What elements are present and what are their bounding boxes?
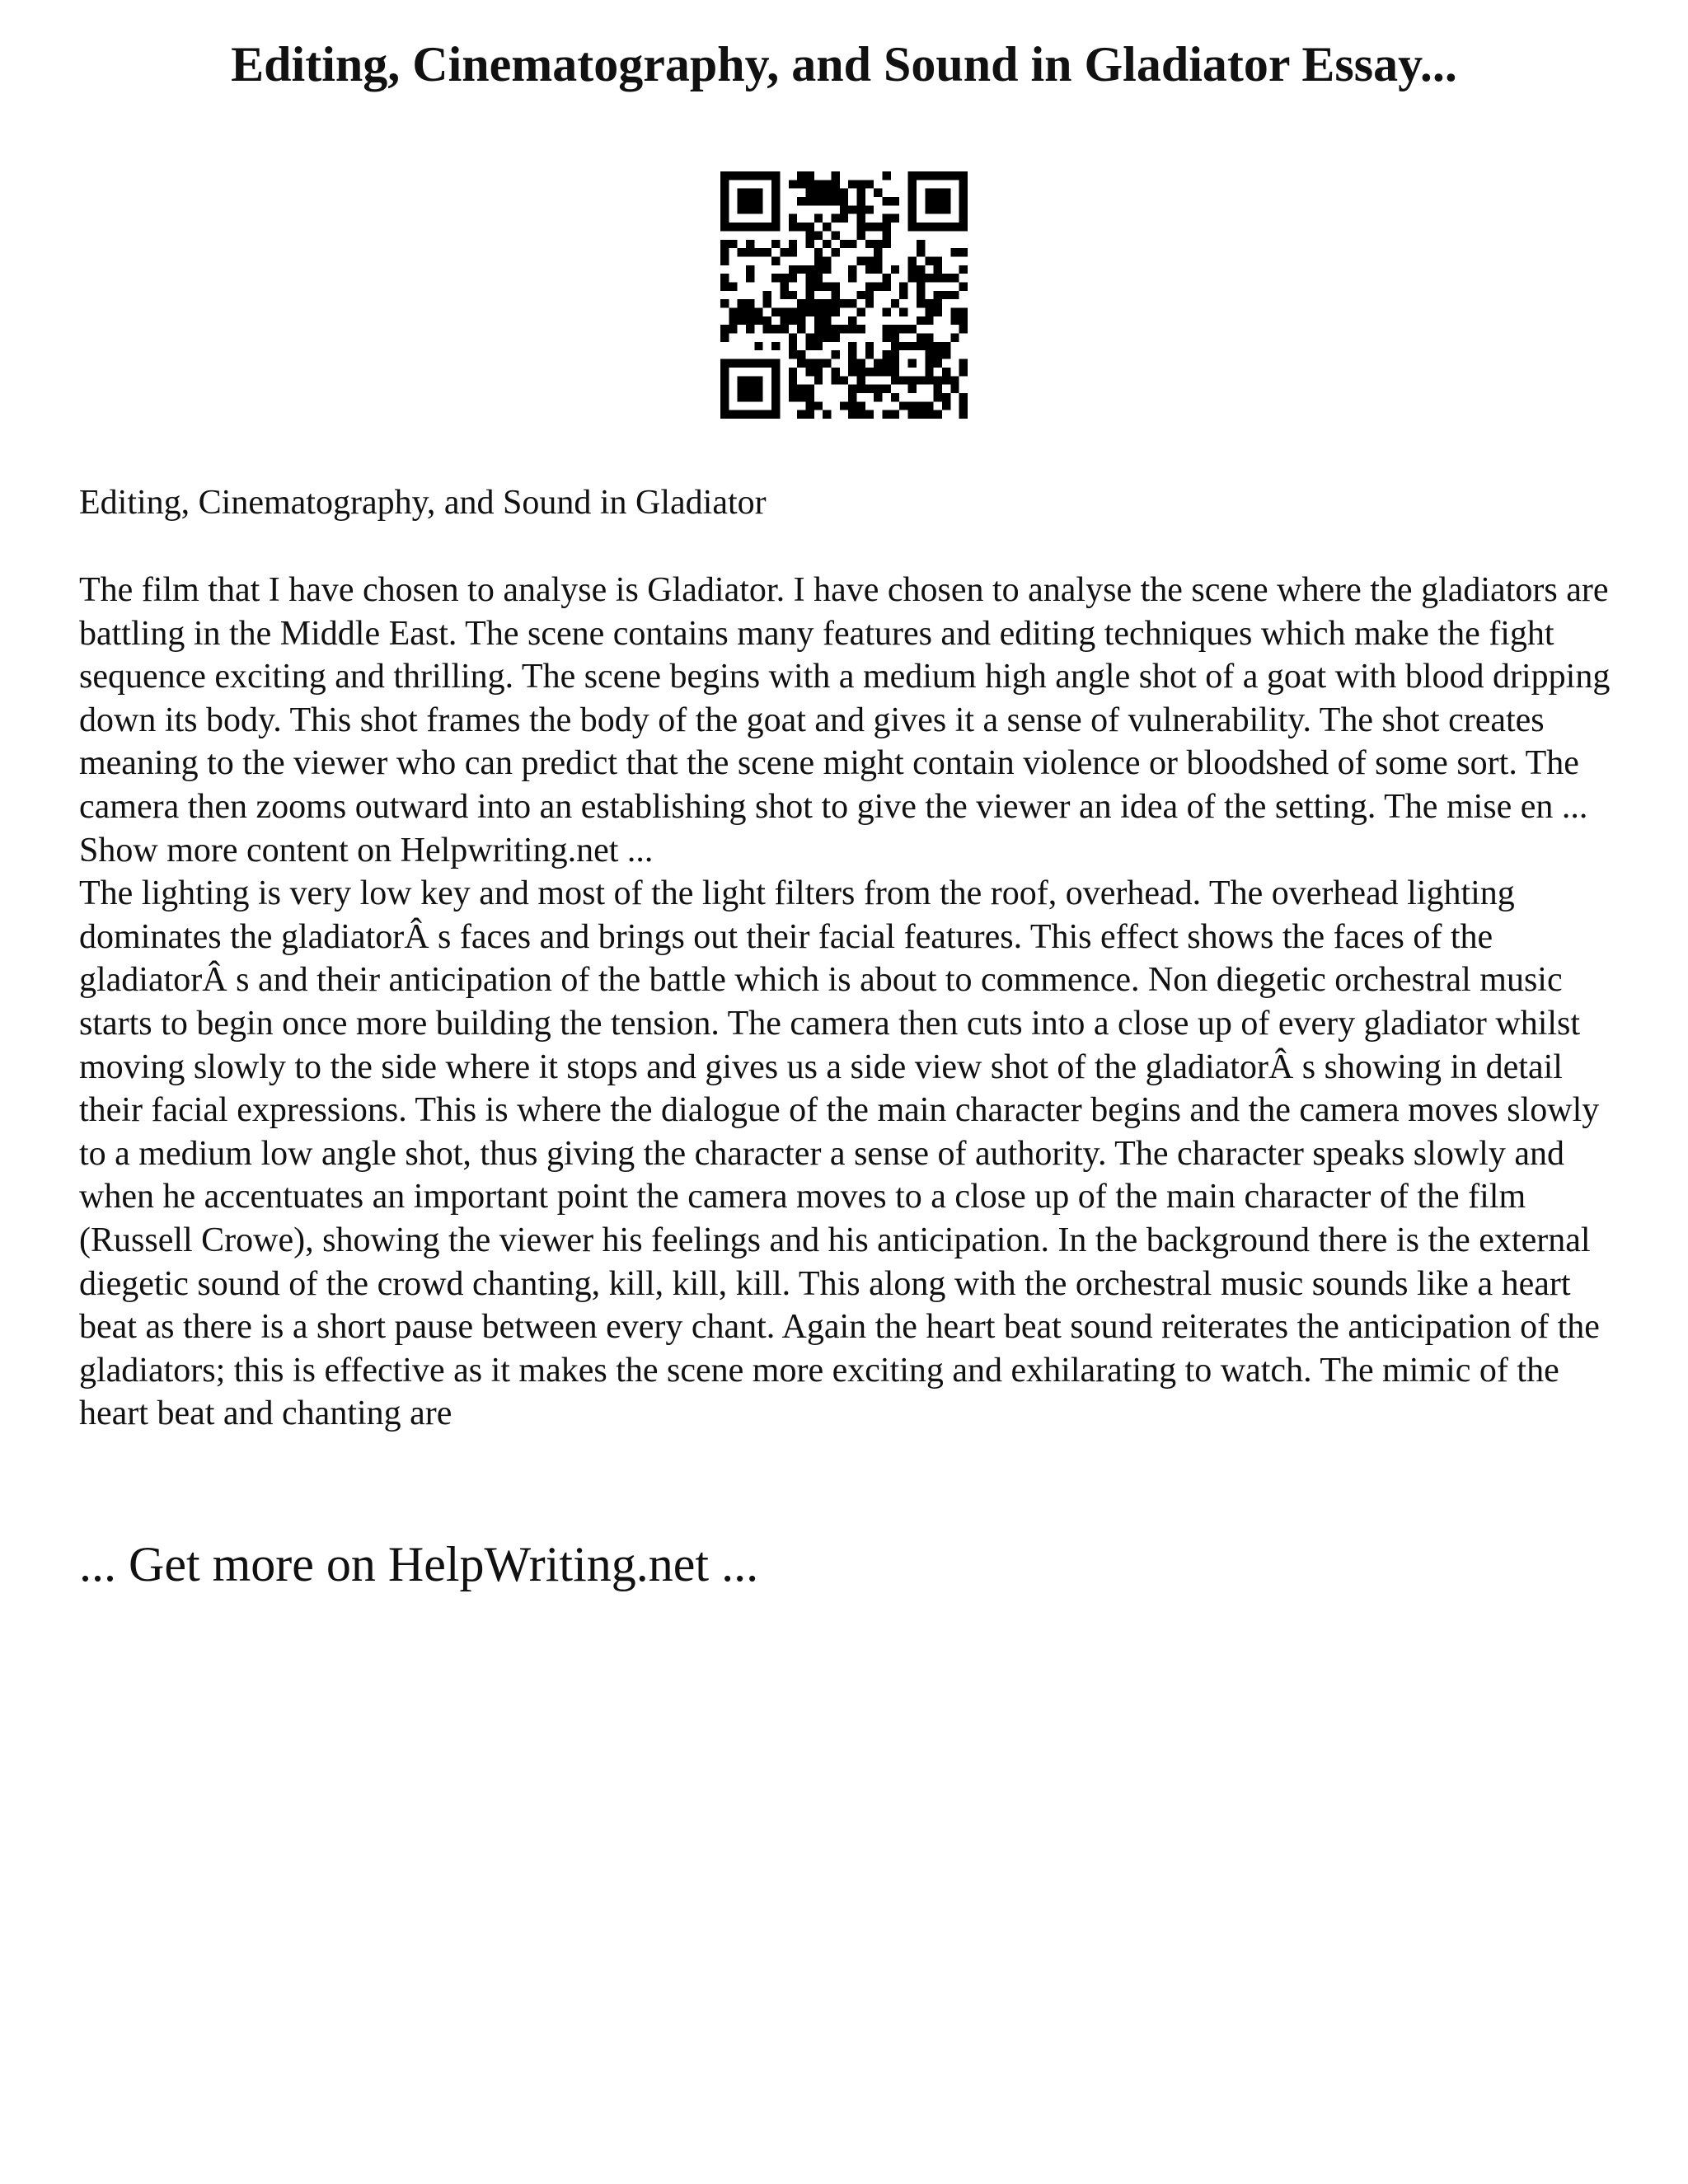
qr-code-icon[interactable] (720, 171, 968, 419)
essay-subtitle: Editing, Cinematography, and Sound in Gladiator (79, 484, 767, 522)
more-content-link[interactable]: ... Get more on HelpWriting.net ... (79, 1537, 759, 1591)
page-title: Editing, Cinematography, and Sound in Gladiator Essay... (231, 37, 1457, 91)
essay-body-text: The film that I have chosen to analyse is Gladiator. I have chosen to analyse the scene where the gladiators are battling in the Middle East. The scene contains many features and editing techniques which make the fight sequence exciting and thrilling. The scene begins with a medium high angle shot of a goat with blood dripping down its body. This shot frames the body of the goat and gives it a sense of vulnerability. The shot creates meaning to the viewer who can predict that the scene might contain violence or bloodshed of some sort. The camera then zooms outward into an establishing shot to give the viewer an idea of the setting. The mise en ... Show more content on Helpwriting.net ... The lighting is very low key and most of the light filters from the roof, overhead. The overhead lighting dominates the gladiatorÂ s faces and brings out their facial features. This effect shows the faces of the gladiatorÂ s and their anticipation of the battle which is about to commence. Non diegetic orchestral music starts to begin once more building the tension. The camera then cuts into a close up of every gladiator whilst moving slowly to the side where it stops and gives us a side view shot of the gladiatorÂ s showing in detail their facial expressions. This is where the dialogue of the main character begins and the camera moves slowly to a medium low angle shot, thus giving the character a sense of authority. The character speaks slowly and when he accentuates an important point the camera moves to a close up of the main character of the film (Russell Crowe), showing the viewer his feelings and his anticipation. In the background there is the external diegetic sound of the crowd chanting, kill, kill, kill. This along with the orchestral music sounds like a heart beat as there is a short pause between every chant. Again the heart beat sound reiterates the anticipation of the gladiators; this is effective as it makes the scene more exciting and exhilarating to watch. The mimic of the heart beat and chanting are (79, 571, 1611, 1433)
